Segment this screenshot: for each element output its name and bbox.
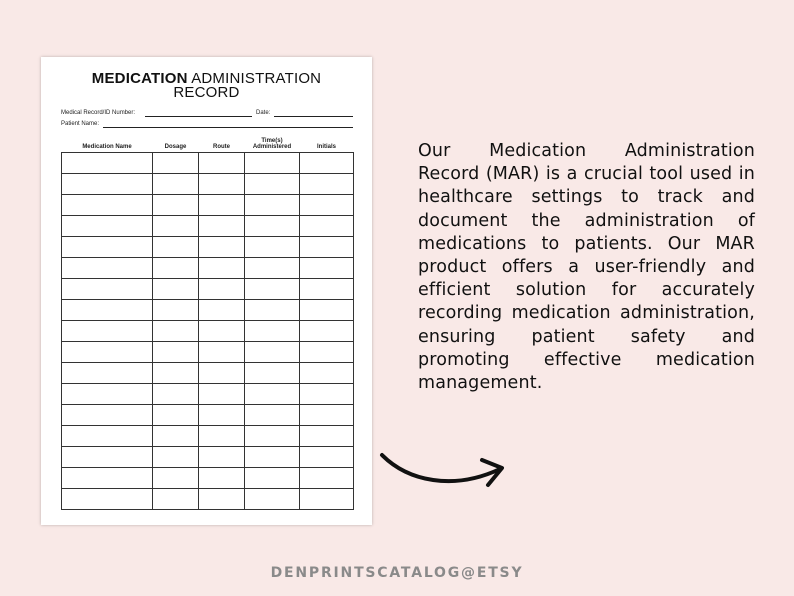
- form-title-rest: ADMINISTRATION: [187, 70, 322, 87]
- table-cell: [245, 300, 300, 321]
- table-row: [62, 153, 354, 174]
- table-cell: [153, 279, 199, 300]
- table-cell: [300, 426, 354, 447]
- table-cell: [62, 195, 153, 216]
- table-cell: [153, 237, 199, 258]
- curved-arrow-icon: [378, 447, 513, 497]
- table-row: [62, 279, 354, 300]
- table-row: [62, 468, 354, 489]
- table-cell: [199, 237, 245, 258]
- table-row: [62, 321, 354, 342]
- medical-record-label: Medical Record/ID Number:: [61, 110, 136, 116]
- table-cell: [199, 279, 245, 300]
- date-line: [274, 116, 353, 117]
- table-row: [62, 342, 354, 363]
- table-cell: [199, 342, 245, 363]
- table-cell: [245, 363, 300, 384]
- table-cell: [300, 468, 354, 489]
- table-cell: [62, 216, 153, 237]
- column-header: Route: [213, 144, 230, 150]
- table-cell: [245, 195, 300, 216]
- column-header: Initials: [316, 144, 336, 150]
- table-cell: [300, 279, 354, 300]
- table-cell: [199, 195, 245, 216]
- column-header: Time(s) Administered: [252, 138, 292, 150]
- table-cell: [153, 405, 199, 426]
- table-cell: [245, 279, 300, 300]
- table-cell: [153, 426, 199, 447]
- table-cell: [300, 237, 354, 258]
- table-cell: [245, 489, 300, 510]
- table-cell: [199, 405, 245, 426]
- table-cell: [300, 384, 354, 405]
- column-header: Dosage: [164, 144, 187, 150]
- table-cell: [199, 384, 245, 405]
- table-cell: [300, 174, 354, 195]
- table-cell: [199, 321, 245, 342]
- table-cell: [62, 321, 153, 342]
- table-cell: [199, 426, 245, 447]
- table-cell: [62, 342, 153, 363]
- table-row: [62, 489, 354, 510]
- mar-form-sheet: [41, 57, 372, 525]
- table-cell: [300, 342, 354, 363]
- table-body: [62, 153, 354, 510]
- patient-name-label: Patient Name:: [61, 121, 100, 127]
- table-cell: [245, 174, 300, 195]
- patient-name-line: [103, 127, 353, 128]
- table-cell: [153, 468, 199, 489]
- table-cell: [300, 216, 354, 237]
- table-cell: [153, 321, 199, 342]
- table-cell: [153, 447, 199, 468]
- table-cell: [62, 489, 153, 510]
- table-cell: [300, 405, 354, 426]
- table-row: [62, 195, 354, 216]
- table-cell: [300, 321, 354, 342]
- column-header: Medication Name: [82, 144, 132, 150]
- table-cell: [199, 216, 245, 237]
- table-cell: [245, 216, 300, 237]
- table-cell: [153, 384, 199, 405]
- form-title: [41, 72, 372, 100]
- table-cell: [62, 300, 153, 321]
- table-cell: [245, 426, 300, 447]
- table-cell: [62, 363, 153, 384]
- shop-footer: DENPRINTSCATALOG@ETSY: [270, 565, 524, 581]
- table-cell: [153, 363, 199, 384]
- table-cell: [199, 468, 245, 489]
- form-title-bold: MEDICATION: [91, 70, 188, 87]
- medication-table: [61, 138, 354, 510]
- table-cell: [199, 363, 245, 384]
- table-cell: [245, 405, 300, 426]
- table-cell: [153, 258, 199, 279]
- table-row: [62, 216, 354, 237]
- table-cell: [62, 174, 153, 195]
- table-row: [62, 174, 354, 195]
- table-cell: [300, 489, 354, 510]
- table-cell: [245, 258, 300, 279]
- table-cell: [62, 405, 153, 426]
- table-header-row: [62, 138, 354, 153]
- table-cell: [153, 174, 199, 195]
- table-cell: [62, 153, 153, 174]
- table-cell: [62, 384, 153, 405]
- product-description: Our Medication Administration Record (MAR) is a crucial tool used in healthcare settings to track and document the administration of medications to patients. Our MAR product offers a user-friendly and efficient solution for accurately recording medication administration, ensuring patient safety and promoting effective medication management.: [418, 141, 755, 394]
- table-cell: [300, 300, 354, 321]
- table-row: [62, 405, 354, 426]
- table-cell: [199, 258, 245, 279]
- table-cell: [300, 153, 354, 174]
- table-cell: [300, 363, 354, 384]
- form-title-line2: RECORD: [173, 84, 240, 101]
- table-cell: [153, 195, 199, 216]
- table-row: [62, 258, 354, 279]
- table-row: [62, 300, 354, 321]
- table-cell: [199, 300, 245, 321]
- table-cell: [245, 342, 300, 363]
- table-cell: [153, 489, 199, 510]
- table-cell: [300, 195, 354, 216]
- table-cell: [153, 342, 199, 363]
- table-cell: [62, 258, 153, 279]
- table-cell: [153, 153, 199, 174]
- table-cell: [199, 153, 245, 174]
- table-cell: [245, 447, 300, 468]
- medical-record-line: [145, 116, 252, 117]
- table-cell: [62, 279, 153, 300]
- table-cell: [245, 384, 300, 405]
- table-cell: [300, 258, 354, 279]
- table-row: [62, 447, 354, 468]
- table-row: [62, 426, 354, 447]
- table-cell: [62, 237, 153, 258]
- table-cell: [153, 216, 199, 237]
- date-label: Date:: [256, 110, 271, 116]
- table-cell: [153, 300, 199, 321]
- table-row: [62, 384, 354, 405]
- table-cell: [245, 321, 300, 342]
- table-cell: [62, 426, 153, 447]
- table-cell: [245, 468, 300, 489]
- table-cell: [62, 468, 153, 489]
- table-cell: [199, 447, 245, 468]
- table-cell: [199, 489, 245, 510]
- table-row: [62, 363, 354, 384]
- table-cell: [245, 153, 300, 174]
- table-cell: [245, 237, 300, 258]
- table-row: [62, 237, 354, 258]
- table-cell: [199, 174, 245, 195]
- table-cell: [300, 447, 354, 468]
- table-cell: [62, 447, 153, 468]
